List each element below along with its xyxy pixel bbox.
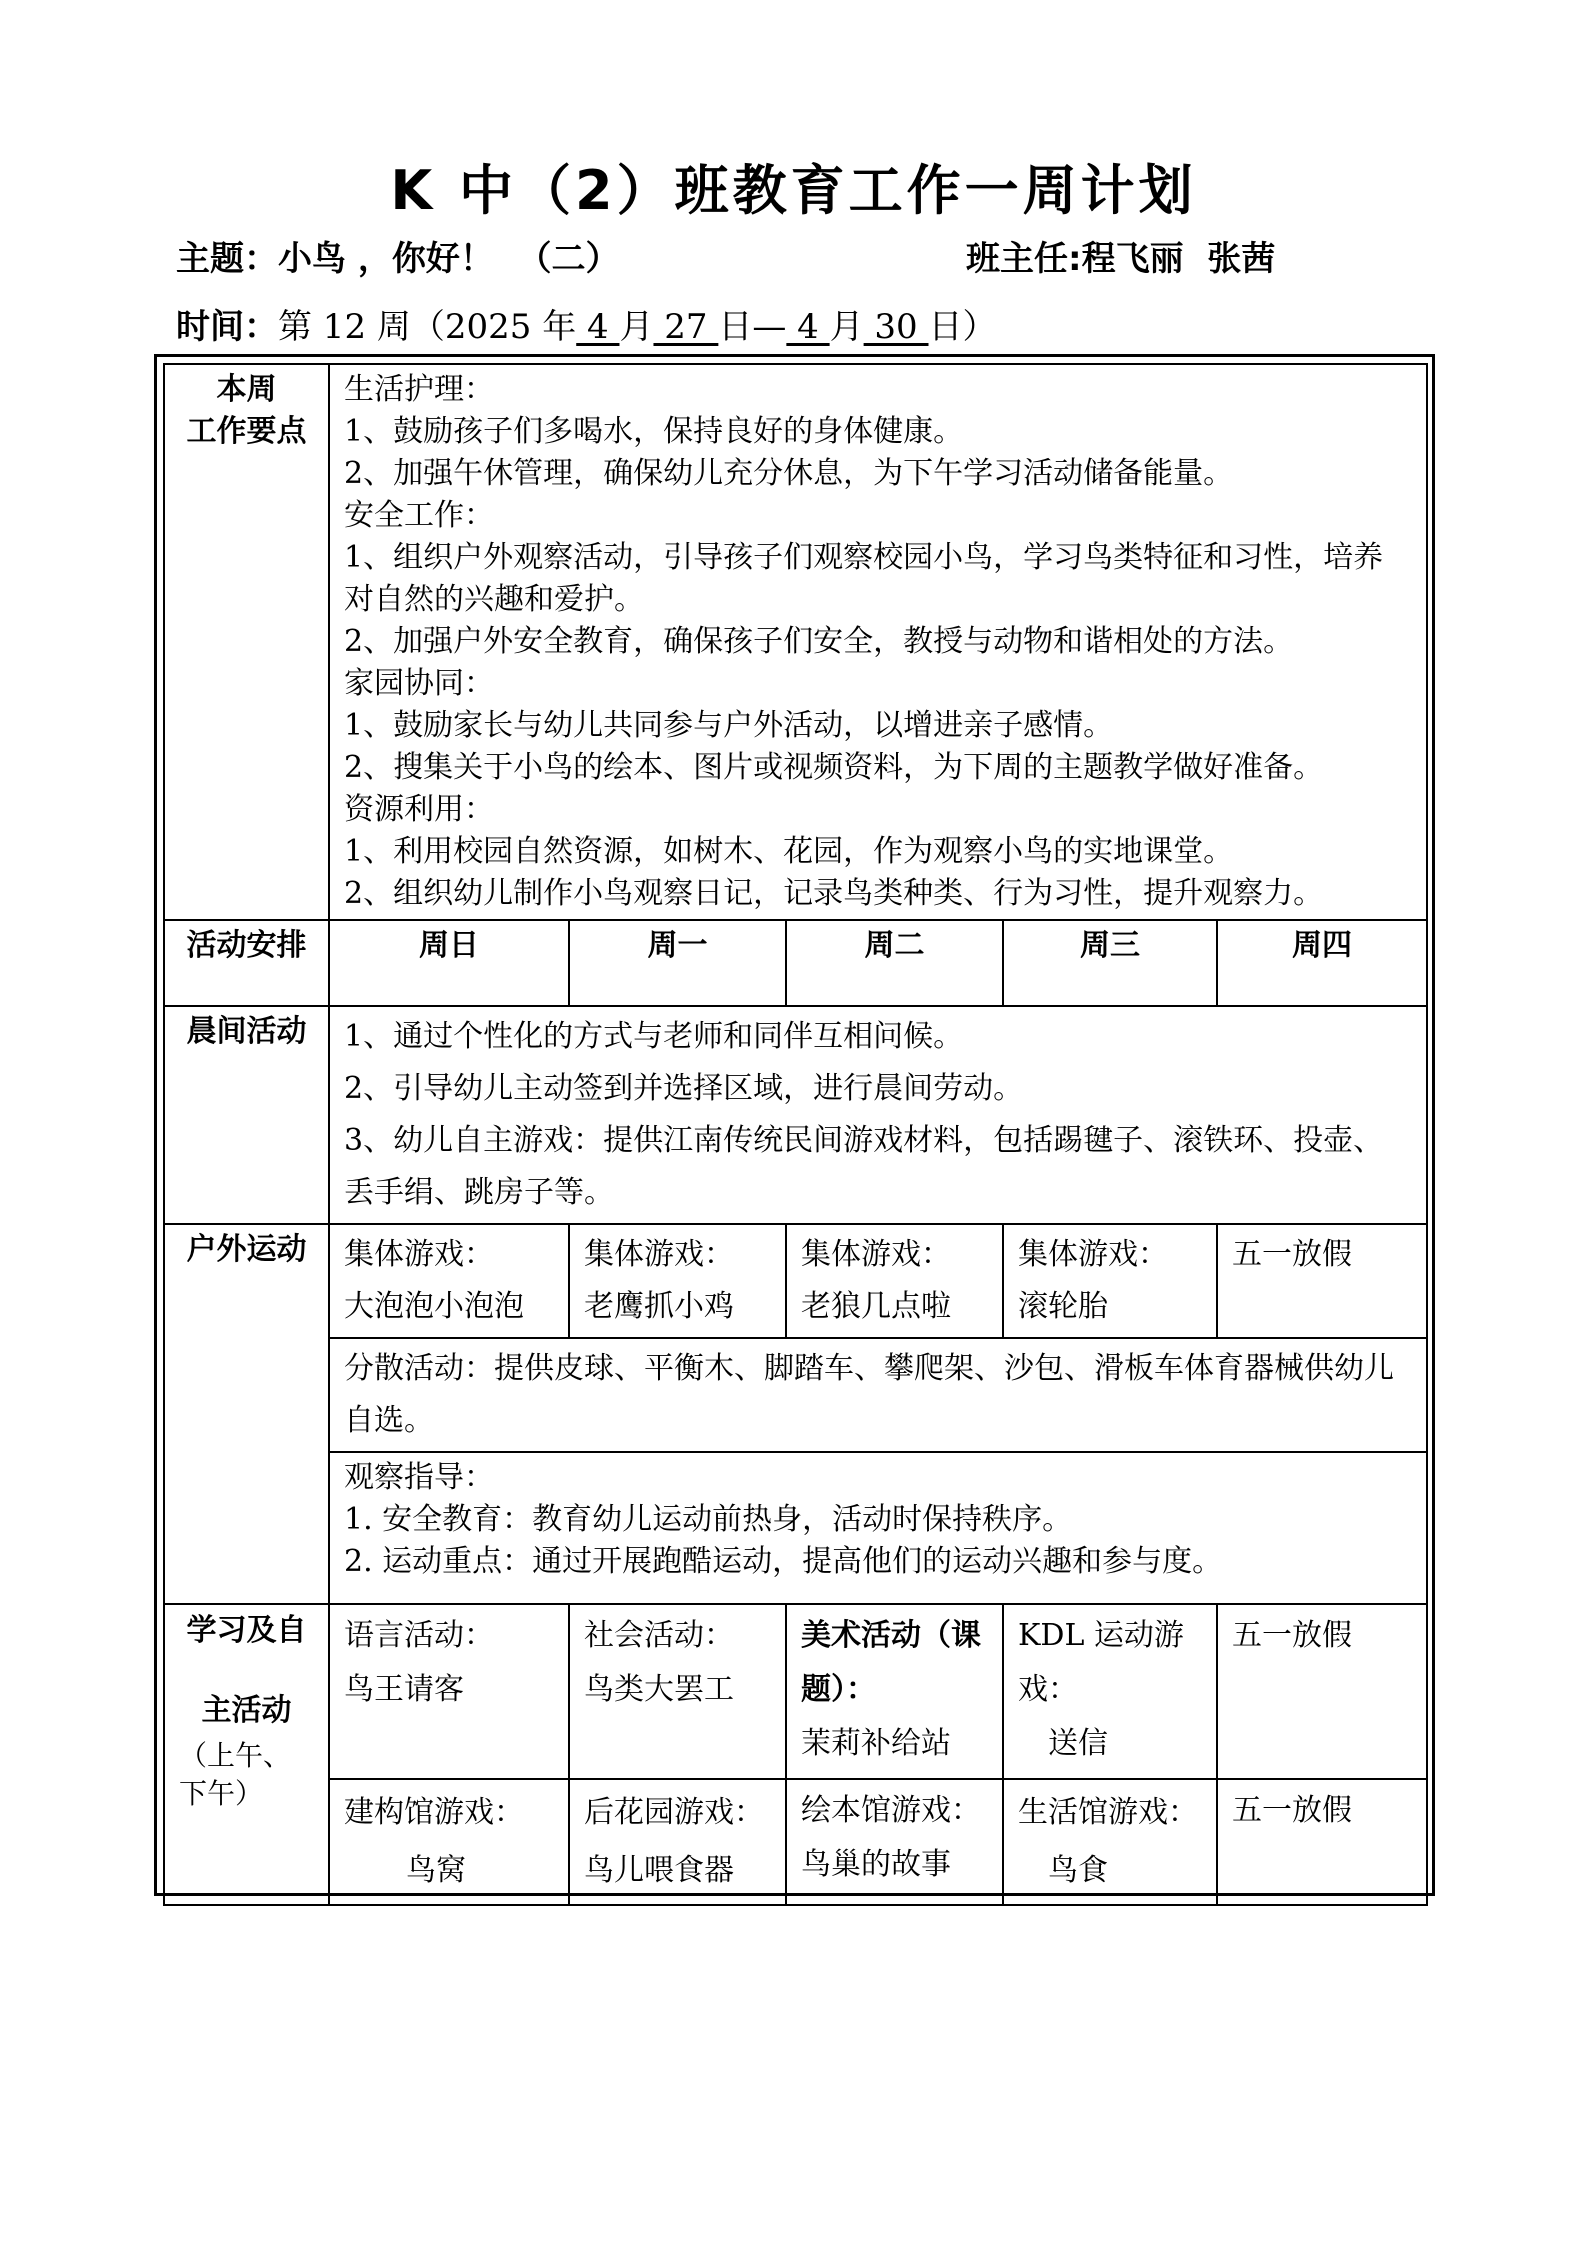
morning-line: 3、幼儿自主游戏：提供江南传统民间游戏材料，包括踢毽子、滚铁环、投壶、丢手绢、跳房子等。: [344, 1123, 1384, 1210]
key-point-line: 安全工作：: [344, 498, 494, 533]
key-points-content: [329, 364, 1427, 920]
outdoor-guidance-row: [164, 1452, 1427, 1604]
guidance-line: 1. 安全教育：教育幼儿运动前热身，活动时保持秩序。: [344, 1502, 1073, 1537]
start-day: 27: [653, 307, 719, 347]
morning-content: [329, 1006, 1427, 1224]
date-suffix: 日）: [928, 307, 997, 347]
learning-label: 学习及自 主活动 （上午、下午）: [164, 1604, 329, 1905]
learning-wed-am: KDL 运动游戏： 送信: [1003, 1604, 1217, 1779]
end-day: 30: [863, 307, 929, 347]
guidance-line: 观察指导：: [344, 1460, 494, 1495]
morning-line: 2、引导幼儿主动签到并选择区域，进行晨间劳动。: [344, 1071, 1024, 1106]
theme-value: 小鸟 ，你好！ （二）: [278, 239, 620, 279]
theme-line: [176, 237, 620, 281]
outdoor-game-sun: 集体游戏： 大泡泡小泡泡: [329, 1224, 569, 1338]
key-point-line: 2、加强户外安全教育，确保孩子们安全，教授与动物和谐相处的方法。: [344, 624, 1294, 659]
morning-line: 1、通过个性化的方式与老师和同伴互相问候。: [344, 1019, 964, 1054]
outdoor-game-mon: 集体游戏： 老鹰抓小鸡: [569, 1224, 786, 1338]
guidance-line: 2. 运动重点：通过开展跑酷运动，提高他们的运动兴趣和参与度。: [344, 1544, 1223, 1579]
key-point-line: 2、加强午休管理，确保幼儿充分休息，为下午学习活动储备能量。: [344, 456, 1234, 491]
day-header-wed: 周三: [1003, 920, 1217, 1006]
learning-sun-pm: 建构馆游戏： 鸟窝: [329, 1779, 569, 1905]
outdoor-free-row: [164, 1338, 1427, 1452]
key-point-line: 生活护理：: [344, 372, 494, 407]
learning-row-1: [164, 1604, 1427, 1779]
teacher-value: 程飞丽 张茜: [1081, 239, 1276, 279]
outdoor-free-activity: 分散活动：提供皮球、平衡木、脚踏车、攀爬架、沙包、滑板车体育器械供幼儿自选。: [329, 1338, 1427, 1452]
key-points-label: 本周 工作要点: [164, 364, 329, 920]
month-char-2: 月: [829, 307, 864, 347]
learning-row-2: [164, 1779, 1427, 1905]
key-points-row: [164, 364, 1427, 920]
date-separator: 日—: [718, 307, 787, 347]
morning-label: 晨间活动: [164, 1006, 329, 1224]
key-point-line: 1、组织户外观察活动，引导孩子们观察校园小鸟，学习鸟类特征和习性，培养对自然的兴趣和爱护。: [344, 540, 1384, 617]
key-point-line: 1、鼓励家长与幼儿共同参与户外活动，以增进亲子感情。: [344, 708, 1114, 743]
key-point-line: 1、鼓励孩子们多喝水，保持良好的身体健康。: [344, 414, 964, 449]
outdoor-label: 户外运动: [164, 1224, 329, 1604]
outdoor-games-row: [164, 1224, 1427, 1338]
teacher-label: 班主任:: [966, 239, 1082, 279]
morning-row: [164, 1006, 1427, 1224]
learning-thu-pm: 五一放假: [1217, 1779, 1427, 1905]
learning-mon-am: 社会活动： 鸟类大罢工: [569, 1604, 786, 1779]
theme-label: 主题：: [176, 239, 278, 279]
start-month: 4: [576, 307, 620, 347]
key-point-line: 2、组织幼儿制作小鸟观察日记，记录鸟类种类、行为习性，提升观察力。: [344, 876, 1324, 911]
outdoor-game-thu: 五一放假: [1217, 1224, 1427, 1338]
key-point-line: 1、利用校园自然资源，如树木、花园，作为观察小鸟的实地课堂。: [344, 834, 1234, 869]
weekly-plan-table: [163, 363, 1428, 1906]
learning-tue-pm: 绘本馆游戏： 鸟巢的故事: [786, 1779, 1003, 1905]
schedule-header-row: [164, 920, 1427, 1006]
learning-thu-am: 五一放假: [1217, 1604, 1427, 1779]
learning-wed-pm: 生活馆游戏： 鸟食: [1003, 1779, 1217, 1905]
key-point-line: 资源利用：: [344, 792, 494, 827]
day-header-sun: 周日: [329, 920, 569, 1006]
learning-tue-am: 美术活动（课题）： 茉莉补给站: [786, 1604, 1003, 1779]
key-point-line: 2、搜集关于小鸟的绘本、图片或视频资料，为下周的主题教学做好准备。: [344, 750, 1324, 785]
teacher-line: [966, 237, 1275, 281]
page-title: K 中（2）班教育工作一周计划: [390, 159, 1197, 222]
day-header-thu: 周四: [1217, 920, 1427, 1006]
key-point-line: 家园协同：: [344, 666, 494, 701]
week-prefix: 第 12 周（2025 年: [278, 307, 577, 347]
outdoor-guidance: [329, 1452, 1427, 1604]
outdoor-game-tue: 集体游戏： 老狼几点啦: [786, 1224, 1003, 1338]
schedule-label: 活动安排: [164, 920, 329, 1006]
learning-sun-am: 语言活动： 鸟王请客: [329, 1604, 569, 1779]
time-label: 时间：: [176, 307, 278, 347]
learning-mon-pm: 后花园游戏： 鸟儿喂食器: [569, 1779, 786, 1905]
end-month: 4: [786, 307, 830, 347]
day-header-tue: 周二: [786, 920, 1003, 1006]
day-header-mon: 周一: [569, 920, 786, 1006]
time-line: [176, 305, 997, 349]
outdoor-game-wed: 集体游戏： 滚轮胎: [1003, 1224, 1217, 1338]
month-char-1: 月: [619, 307, 654, 347]
